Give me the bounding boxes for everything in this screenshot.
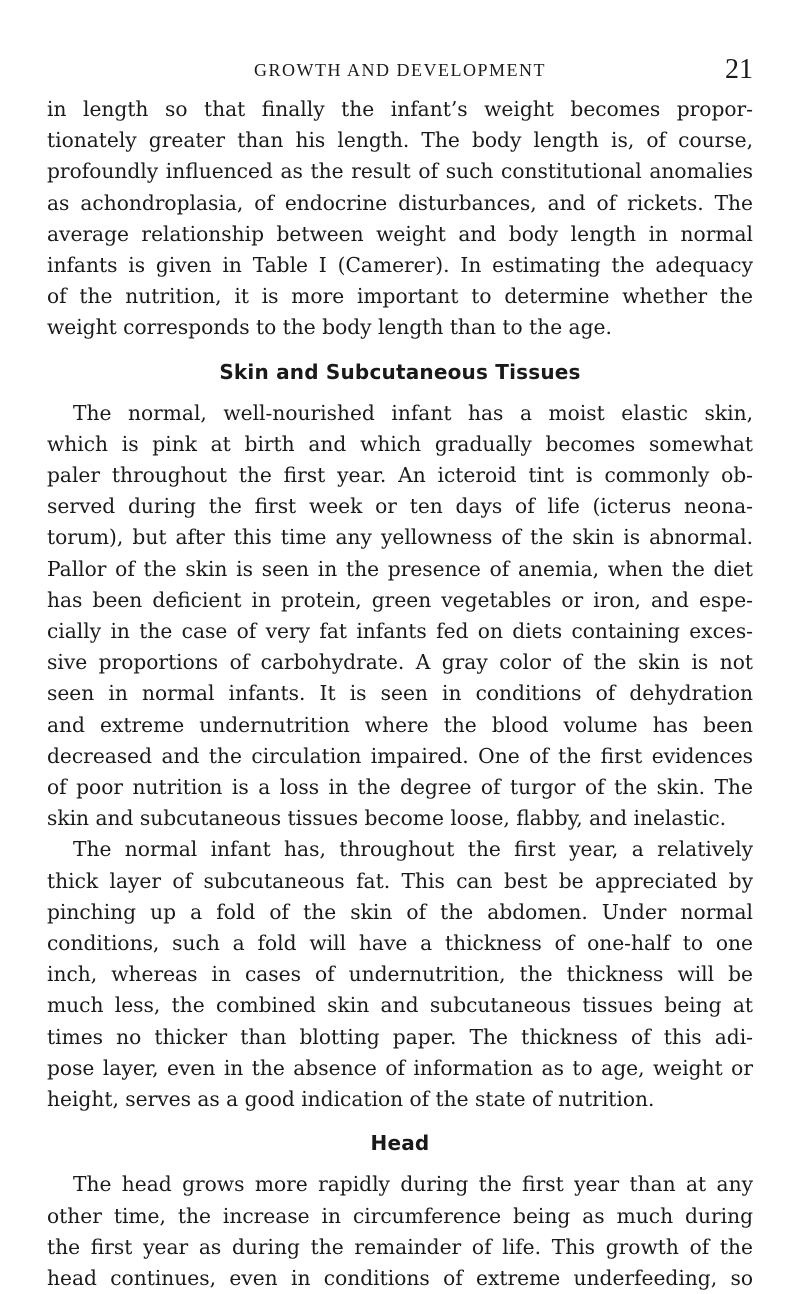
text-line: pose layer, even in the absence of information as to age, weight or <box>47 1055 753 1080</box>
running-title: GROWTH AND DEVELOPMENT <box>254 60 546 80</box>
text-line: head continues, even in conditions of extreme underfeeding, so <box>47 1265 753 1290</box>
section-skin <box>47 360 753 1116</box>
section-heading-head: Head <box>370 1131 430 1156</box>
text-line: as achondroplasia, of endocrine disturbances, and of rickets. The <box>47 190 753 215</box>
text-line: decreased and the circulation impaired. One of the first evidences <box>47 743 753 768</box>
text-line: The normal infant has, throughout the first year, a relatively <box>73 837 753 862</box>
text-line: average relationship between weight and body length in normal <box>47 221 753 246</box>
section-head <box>47 1131 753 1294</box>
text-line: of the nutrition, it is more important to determine whether the <box>47 284 753 309</box>
text-line: and extreme undernutrition where the blood volume has been <box>47 712 753 737</box>
text-line: profoundly influenced as the result of such constitutional anomalies <box>47 159 753 184</box>
text-line: height, serves as a good indication of the state of nutrition. <box>47 1087 655 1112</box>
text-line: skin and subcutaneous tissues become loose, flabby, and inelastic. <box>47 806 727 831</box>
text-line: pinching up a fold of the skin of the abdomen. Under normal <box>47 899 753 924</box>
section-heading-skin: Skin and Subcutaneous Tissues <box>219 359 581 384</box>
text-line: paler throughout the first year. An icteroid tint is commonly ob- <box>47 463 753 488</box>
text-line: other time, the increase in circumference being as much during <box>47 1203 753 1228</box>
paragraph <box>47 398 753 835</box>
paragraph <box>47 834 753 1115</box>
text-line: much less, the combined skin and subcutaneous tissues being at <box>47 993 753 1018</box>
text-line: torum), but after this time any yellowness of the skin is abnormal. <box>47 525 753 550</box>
text-line: infants is given in Table I (Camerer). In estimating the adequacy <box>47 253 753 278</box>
text-line: served during the first week or ten days of life (icterus neona- <box>47 494 753 519</box>
text-line: The normal, well-nourished infant has a moist elastic skin, <box>73 400 753 425</box>
text-line: conditions, such a fold will have a thickness of one-half to one <box>47 931 753 956</box>
text-line: sive proportions of carbohydrate. A gray color of the skin is not <box>47 650 753 675</box>
text-line: cially in the case of very fat infants fed on diets containing exces- <box>47 619 753 644</box>
text-line: the first year as during the remainder of life. This growth of the <box>47 1234 753 1259</box>
text-line: The head grows more rapidly during the first year than at any <box>73 1172 753 1197</box>
text-line: of poor nutrition is a loss in the degree of turgor of the skin. The <box>47 775 753 800</box>
paragraph <box>47 94 753 344</box>
text-line: Pallor of the skin is seen in the presence of anemia, when the diet <box>47 556 753 581</box>
text-line: weight corresponds to the body length than to the age. <box>47 315 612 340</box>
book-page <box>47 54 753 1294</box>
page-number: 21 <box>725 54 753 85</box>
text-line: tionately greater than his length. The body length is, of course, <box>47 128 753 153</box>
paragraph <box>47 1169 753 1294</box>
text-line: which is pink at birth and which gradually becomes somewhat <box>47 431 753 456</box>
text-line: in length so that finally the infant’s weight becomes propor- <box>47 97 753 121</box>
text-line: times no thicker than blotting paper. The thickness of this adi- <box>47 1024 753 1049</box>
text-line: has been deficient in protein, green vegetables or iron, and espe- <box>47 587 753 612</box>
running-head <box>47 54 753 84</box>
text-line: thick layer of subcutaneous fat. This can best be appreciated by <box>47 868 753 893</box>
text-line: inch, whereas in cases of undernutrition, the thickness will be <box>47 962 753 987</box>
section-growth-continuation <box>47 94 753 344</box>
text-line: seen in normal infants. It is seen in conditions of dehydration <box>47 681 753 706</box>
